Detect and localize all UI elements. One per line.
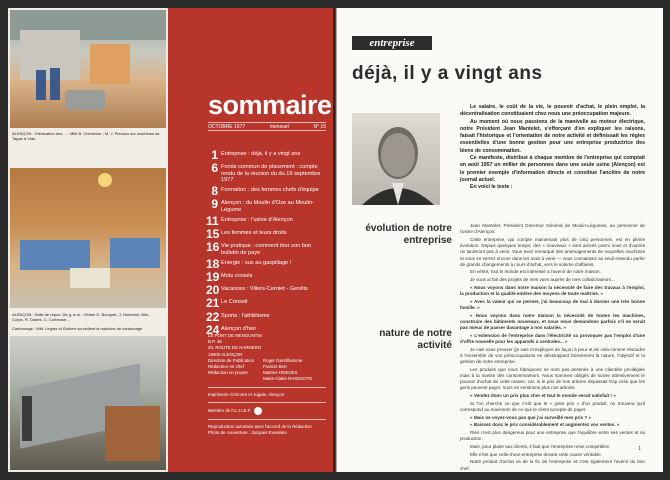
toc-item[interactable]: 22 Sports : l'athlétisme bbox=[206, 309, 270, 324]
toc-item[interactable]: 16 Vie pratique : comment tirer son bon bulletin de paye bbox=[206, 240, 312, 256]
issue-number: N° 15 bbox=[313, 123, 326, 130]
issue-date: OCTOBRE 1977 bbox=[208, 123, 246, 130]
credits bbox=[208, 333, 326, 436]
photo-column bbox=[8, 8, 168, 472]
credit-row: Marie-Claire RASEDOTE bbox=[263, 376, 313, 382]
photo-credit: Photo de couverture : Jacques Eveslaire bbox=[208, 430, 287, 436]
issue-label: mensuel bbox=[269, 123, 289, 130]
toc-item[interactable]: 6 Fonds commun de placement : compte rendu de la réunion du du 19 septembre 1977 bbox=[211, 161, 321, 184]
toc-item[interactable]: 19 Mots croisés bbox=[206, 269, 253, 284]
section-tag: entreprise bbox=[352, 36, 432, 50]
issue-info bbox=[208, 122, 326, 131]
article-headline: déjà, il y a vingt ans bbox=[352, 63, 543, 84]
address-line: B.P. 46 bbox=[208, 339, 222, 345]
right-page bbox=[337, 8, 663, 472]
toc-item[interactable]: 8 Formation : des femmes chefs d'équipe bbox=[211, 184, 319, 199]
repro-line: Reproduction autorisée avec l'accord de la Rédaction bbox=[208, 423, 312, 429]
toc-item[interactable]: 24 Alençon d'hier bbox=[206, 323, 257, 338]
left-page bbox=[8, 8, 333, 472]
publisher-name: LE PONT DE MENOUNTIN bbox=[208, 333, 262, 338]
photo-caption: ALENÇON - Fabrication des ... : Mlle B. Chenevier ; M. J. Piedoux sur machines de Tappe à Vide bbox=[12, 131, 160, 141]
machine-photo bbox=[10, 336, 166, 470]
section-heading: évolution de notre entreprise bbox=[365, 223, 452, 246]
article-body: Jean Mantelet, Président Directeur Général de Moulin-Légumes, au personnel de l'usine d'Alençon. Cette entreprise, qui compte maintenant plus de cinq personnes, est en pleine évolution. Depuis quelques temps, des « nouveaux » sont arrivés parmi nous et d'autres ne tarderont pas à venir. Vous avez remarqué des aménagements de nouvelles machines et vous en verrez encore dans les mois à venir — vous connaissez au seuil entendu parler de grands changements à cours d'achat, vers le volume d'affaires. En vérité, tout le monde est intéressé à l'avenir de notre maison. Je vous ai fait des projets de mes vues auprès de mes collaborateurs... « Nous voyons dans notre maison la nécessité de faire des travaux à l'emploi, la production et la qualité entière des moyens de toute maîtrise. » « Avec la valeur qui se permet, j'ai beaucoup de mal à donner une très bonne famille. » « Nous voyons dans notre maison la nécessité de toutes les machines, construire des bâtiments nouveaux, et nous nous demandons parfois s'il ne serait pas mieux de passer davantage à nos salariés. » « L'extension de l'entreprise dans l'électricité va provoquer pas l'emploi d'une d'offre nouvelle pour les appareils à centrales... » Je vais vous prouver (je vais m'expliquer de façon à pour et de cela comme résoudre à l'ensemble de vos préoccupations en développant brièvement la nature, l'objectif et la gestion de notre entreprise. Les produits que nous fabriquons ne sont pas destinés à une clientèle privilégiée mais à la masse des consommateurs. Nous sommes obligés de suivre attentivement le pouvoir d'achat de cette masse, car, si le prix de nos articles dépassait trop celui que les gens peuvent payer, nous ne vendrions plus nos articles. « Vendez donc un prix plus cher et tout le monde serait satisfait ! » Si l'on cherche ce que c'est que le « juste prix » d'un produit, on trouvera qu'il correspond au maximum de ce que le client accepte de payer. « Mais ne voyez-vous pas que j'ai surveillé mes prix ? » « Baissez donc le prix considérablement et augmentez vos ventes. » Rien n'est plus dangereux pour une entreprise que l'équilibre entre ses ventes et sa production. Mais, pour plaire aux clients, il faut que l'entreprise reste compétitive. Elle n'est que celle d'une entreprise devant cette cause véritable. Notre produit d'achat va de la fin de l'entreprise et c'est également l'avenir du bon chef. bbox=[460, 223, 645, 471]
toc-item[interactable]: 9 Alençon : du Moulin d'Oze au Moulin-Légume bbox=[211, 197, 314, 213]
toc-item[interactable]: 21 Le Conseil bbox=[206, 296, 248, 311]
rest-room-photo bbox=[10, 168, 166, 308]
credit-row: Rédaction en propre Martine HOEUES bbox=[208, 370, 298, 376]
credit-row: Rédacteur en chef Francis Bert bbox=[208, 364, 287, 370]
page-title: sommaire bbox=[208, 90, 332, 120]
address-line: 20, ROUTE DE NARNERO bbox=[208, 345, 262, 351]
sommaire-panel bbox=[168, 8, 333, 472]
printer-line: Imprimerie Crémore et Jugain, Alençon bbox=[208, 391, 285, 397]
portrait-photo bbox=[352, 113, 440, 205]
member-line: Membre de l'U.J.I.E.F. bbox=[208, 407, 326, 415]
toc-item[interactable]: 20 Vacances : Villers-Cerniet - Genêts bbox=[206, 283, 308, 298]
toc-item[interactable]: 1 Entreprise : déjà, il y a vingt ans bbox=[211, 148, 301, 162]
page-number: 1 bbox=[638, 446, 641, 452]
toc-item[interactable]: 15 Les femmes et leurs droits bbox=[206, 226, 287, 241]
seal-icon bbox=[254, 407, 262, 415]
toc-item[interactable]: 11 Entreprise : l'usine d'Alençon bbox=[206, 213, 293, 228]
table-of-contents bbox=[206, 150, 328, 338]
photo-caption: Cartonnage : MM. Legras et Guibert surveillent la machine de cartonnage bbox=[12, 326, 143, 331]
section-heading: nature de notre activité bbox=[379, 328, 452, 351]
toc-item[interactable]: 18 Energie : sus au gaspillage ! bbox=[206, 256, 292, 271]
factory-photo bbox=[10, 10, 166, 128]
address-line: 19000 ALENÇON bbox=[208, 351, 243, 357]
photo-caption: ALENÇON : Salle de repos. De g. à dr. : Mmes G. Bouquet, J. Hortemel, Blin... Corps, R. Dadek, C. Corbeuse... bbox=[12, 312, 152, 322]
credit-row: Direction de Publication Roger Gentilhomme bbox=[208, 357, 303, 363]
article-lead: Le salaire, le coût de la vie, le pouvoir d'achat, le plein emploi, la décentralisation constituaient chez nous une préoccupation majeure. Au moment où nous passions de la manivelle au moteur électrique, notre Président Jean Mantelet, s'efforçant d'en expliquer les raisons, faisait l'historique et l'orientation de notre activité et définissait les règles essentielles d'une bonne gestion pour une entreprise productrice des biens de consommation. Ce manifeste, distribué à chaque membre de l'entreprise qui comptait en août 1957 un millier de personnes dans une seule usine (Alençon) est le premier exemple d'information directe et constitue l'ancêtre de notre journal actuel. En voici le texte : bbox=[460, 104, 645, 191]
